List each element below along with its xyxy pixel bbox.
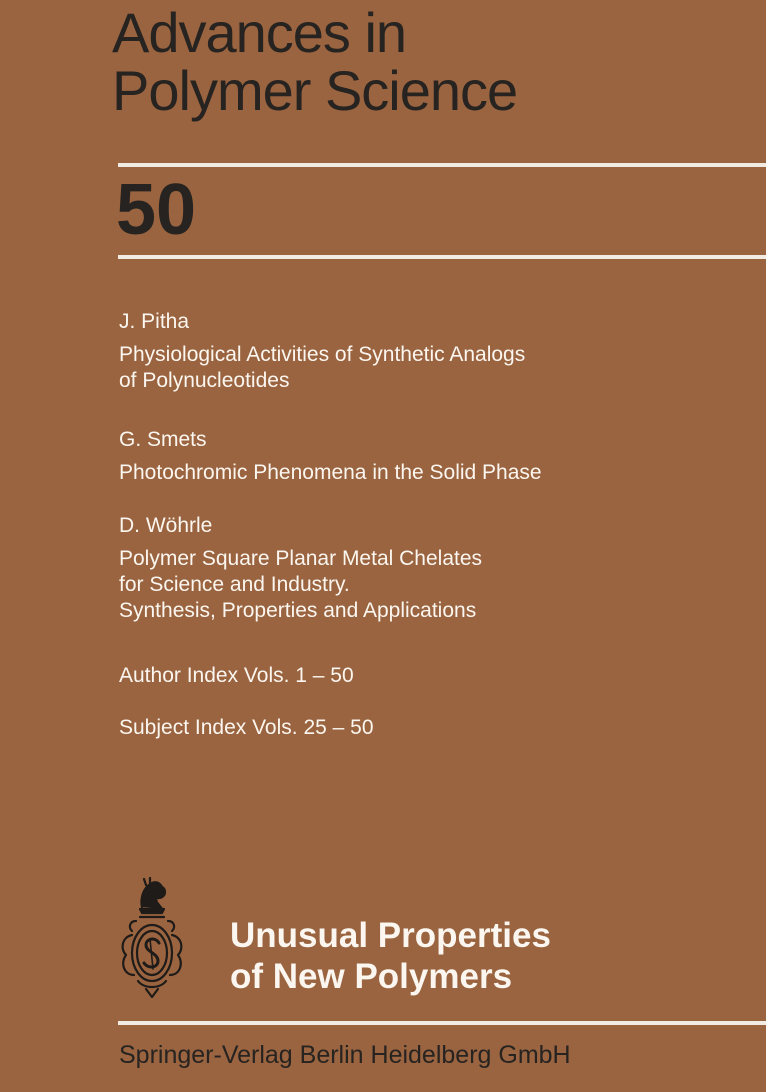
volume-title: Unusual Properties of New Polymers bbox=[230, 916, 551, 996]
entry-title: Polymer Square Planar Metal Chelates for Science and Industry. Synthesis, Properties and Applications bbox=[119, 547, 483, 622]
volume-number: 50 bbox=[116, 170, 197, 250]
contents-entry bbox=[119, 309, 719, 427]
entry-title: Physiological Activities of Synthetic Analogs of Polynucleotides bbox=[119, 343, 526, 392]
entry-author: G. Smets bbox=[119, 428, 207, 451]
top-divider bbox=[118, 163, 766, 167]
table-of-contents bbox=[119, 309, 719, 767]
contents-entry bbox=[119, 427, 719, 513]
entry-author: J. Pitha bbox=[119, 310, 190, 333]
publisher: Springer-Verlag Berlin Heidelberg GmbH bbox=[119, 1041, 571, 1069]
entry-title: Photochromic Phenomena in the Solid Phase bbox=[119, 461, 542, 484]
series-title-line1: Advances in bbox=[112, 1, 407, 64]
upper-divider bbox=[118, 255, 766, 259]
series-title-line2: Polymer Science bbox=[112, 59, 518, 122]
subject-index: Subject Index Vols. 25 – 50 bbox=[119, 716, 374, 739]
bottom-divider bbox=[118, 1021, 766, 1025]
series-title bbox=[112, 1, 518, 122]
contents-entry bbox=[119, 513, 719, 663]
entry-author: D. Wöhrle bbox=[119, 514, 213, 537]
springer-knight-emblem-icon bbox=[116, 877, 188, 999]
author-index: Author Index Vols. 1 – 50 bbox=[119, 664, 354, 687]
